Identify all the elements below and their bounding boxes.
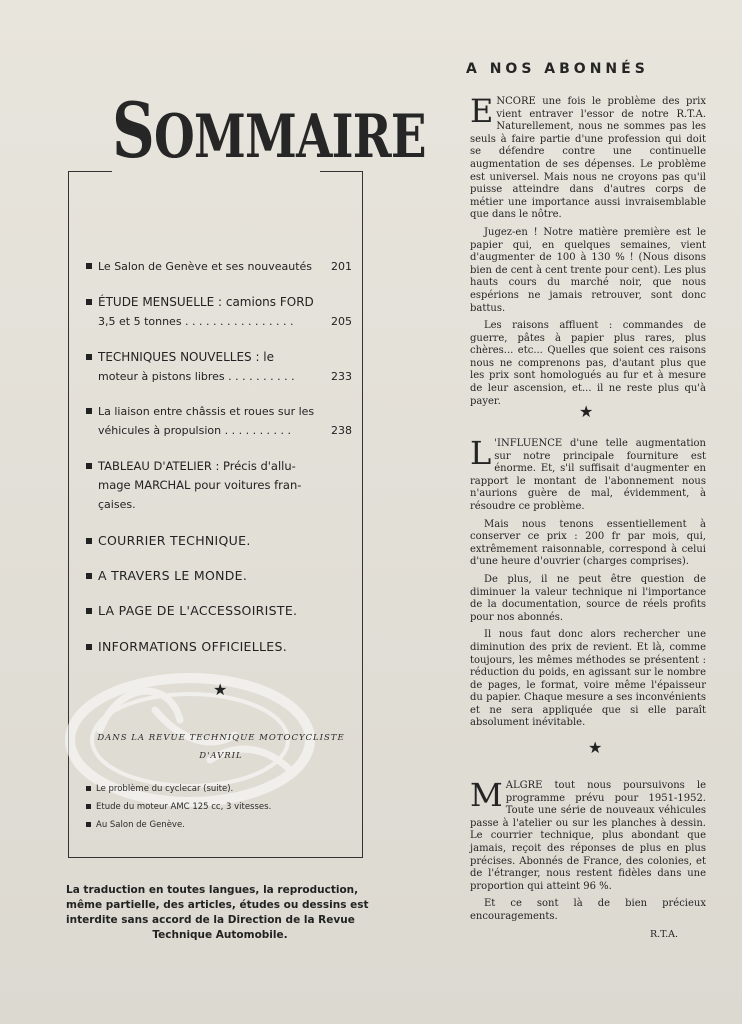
paragraph: Il nous faut donc alors rechercher une diminution des prix de revient. Et là, comme toujours, les mêmes méthodes se présentent : réduction du poids, en agissant sur le nombre de pages, le format, voire même l'épaisseur du papier. Chaque mesure a ses inconvénients et ne sera appliquée que si elle paraît absolument inévitable. xyxy=(470,629,706,729)
dropcap: M xyxy=(470,776,503,814)
dropcap: E xyxy=(470,92,494,130)
toc-item-salon-geneve: Le Salon de Genève et ses nouveautés 201 xyxy=(86,257,356,276)
toc-item-courrier-technique: COURRIER TECHNIQUE. xyxy=(86,531,356,550)
star-icon: ★ xyxy=(588,738,603,757)
toc-item-techniques-nouvelles: TECHNIQUES NOUVELLES : le moteur à pistons libres . . . . . . . . . . 233 xyxy=(86,348,356,386)
editorial-section-3: MALGRE tout nous poursuivons le programme prévu pour 1951-1952. Toute une série de nouveaux véhicules passe à l'atelier ou sur les planches à dessin. Le courrier technique, plus abondant que jamais, reçoit des réponses de plus en plus précises. Abonnés de France, des colonies, et de l'étranger, nous restent fidèles dans une proportion qui atteint 96 %. Et ce sont là de bien précieux encouragements. xyxy=(470,776,706,922)
editorial-title: A NOS ABONNÉS xyxy=(466,61,649,77)
moto-list-item: Le problème du cyclecar (suite). xyxy=(86,784,346,794)
moto-list-item: Etude du moteur AMC 125 cc, 3 vitesses. xyxy=(86,802,346,812)
bullet-icon xyxy=(86,822,91,827)
bullet-icon xyxy=(86,263,92,269)
sommaire-title: SOMMAIRE xyxy=(112,86,426,175)
bullet-icon xyxy=(86,354,92,360)
moto-heading-line2: D'AVRIL xyxy=(199,751,243,761)
bullet-icon xyxy=(86,573,92,579)
toc-item-tableau-atelier: TABLEAU D'ATELIER : Précis d'allu- mage MARCHAL pour voitures fran- çaises. xyxy=(86,457,356,514)
paragraph: Les raisons affluent : commandes de guerre, pâtes à papier plus rares, plus chères... etc... Quelles que soient ces raisons nous ne comprenons pas, d'autant plus que les prix sont homologués au fur et à mesure de leur ascension, et... il ne reste plus qu'à payer. xyxy=(470,320,706,407)
bullet-icon xyxy=(86,608,92,614)
toc-item-a-travers-le-monde: A TRAVERS LE MONDE. xyxy=(86,566,356,585)
toc-item-informations-officielles: INFORMATIONS OFFICIELLES. xyxy=(86,637,356,656)
bullet-icon xyxy=(86,408,92,414)
paragraph: De plus, il ne peut être question de diminuer la valeur technique ni l'importance de la documentation, source de réels profits pour nos abonnés. xyxy=(470,573,706,623)
bullet-icon xyxy=(86,538,92,544)
star-icon: ★ xyxy=(213,680,228,699)
paragraph: Mais nous tenons essentiellement à conserver ce prix : 200 fr par mois, qui, extrêmement raisonnable, correspond à celui d'une heure d'ouvrier (charges comprises). xyxy=(470,518,706,568)
editorial-section-1: ENCORE une fois le problème des prix vient entraver l'essor de notre R.T.A. Naturellement, nous ne sommes pas les seuls à faire partie d'une profession qui doit se défendre contre une continuelle augmentation de ses dépenses. Le problème est universel. Mais nous ne croyons pas qu'il puisse atteindre dans d'autres corps de métier une importance aussi invraisemblable que dans le nôtre. Jugez-en ! Notre matière première est le papier qui, en quelques semaines, vient d'augmenter de 100 à 130 % ! (Nous disons bien de cent à cent trente pour cent). Les plus hauts cours du marché noir, que nous espérions ne jamais retrouver, sont donc battus. Les raisons affluent : commandes de guerre, pâtes à papier plus rares, plus chères... etc... Quelles que soient ces raisons nous ne comprenons pas, d'autant plus que les prix sont homologués au fur et à mesure de leur ascension, et... il ne reste plus qu'à payer. xyxy=(470,92,706,407)
toc-item-liaison-chassis: La liaison entre châssis et roues sur les véhicules à propulsion . . . . . . . . . . 238 xyxy=(86,402,356,440)
star-icon: ★ xyxy=(579,402,594,421)
bullet-icon xyxy=(86,463,92,469)
moto-list-item: Au Salon de Genève. xyxy=(86,820,346,830)
bullet-icon xyxy=(86,804,91,809)
paragraph: Et ce sont là de bien précieux encouragements. xyxy=(470,898,706,922)
moto-heading-line1: DANS LA REVUE TECHNIQUE MOTOCYCLISTE xyxy=(97,733,345,743)
toc-item-page-accessoiriste: LA PAGE DE L'ACCESSOIRISTE. xyxy=(86,601,356,620)
bullet-icon xyxy=(86,786,91,791)
signature: R.T.A. xyxy=(650,929,679,940)
copyright-notice: La traduction en toutes langues, la reproduction, même partielle, des articles, études ou dessins est interdite sans accord de la Direction de la Revue Technique Automobile. xyxy=(66,884,369,941)
dropcap: L xyxy=(470,434,492,472)
bullet-icon xyxy=(86,644,92,650)
paragraph: Jugez-en ! Notre matière première est le papier qui, en quelques semaines, vient d'augmenter de 100 à 130 % ! (Nous disons bien de cent à cent trente pour cent). Les plus hauts cours du marché noir, que nous espérions ne jamais retrouver, sont donc battus. xyxy=(470,226,706,314)
editorial-section-2: L 'INFLUENCE d'une telle augmentation sur notre principale fourniture est énorme. Et, s'il suffisait d'augmenter en rapport le montant de l'abonnement nous n'aurions guère de mal, évidemment, à résoudre ce problème. Mais nous tenons essentiellement à conserver ce prix : 200 fr par mois, qui, extrêmement raisonnable, correspond à celui d'une heure d'ouvrier (charges comprises). De plus, il ne peut être question de diminuer la valeur technique ni l'importance de la documentation, source de réels profits pour nos abonnés. Il nous faut donc alors rechercher une diminution des prix de revient. Et là, comme toujours, les mêmes méthodes se présentent : réduction du poids, en agissant sur le nombre de pages, le format, voire même l'épaisseur du papier. Chaque mesure a ses inconvénients et ne sera appliquée que si elle paraît absolument inévitable. xyxy=(470,434,706,729)
bullet-icon xyxy=(86,299,92,305)
toc-item-etude-mensuelle: ÉTUDE MENSUELLE : camions FORD 3,5 et 5 tonnes . . . . . . . . . . . . . . . . 205 xyxy=(86,293,356,331)
